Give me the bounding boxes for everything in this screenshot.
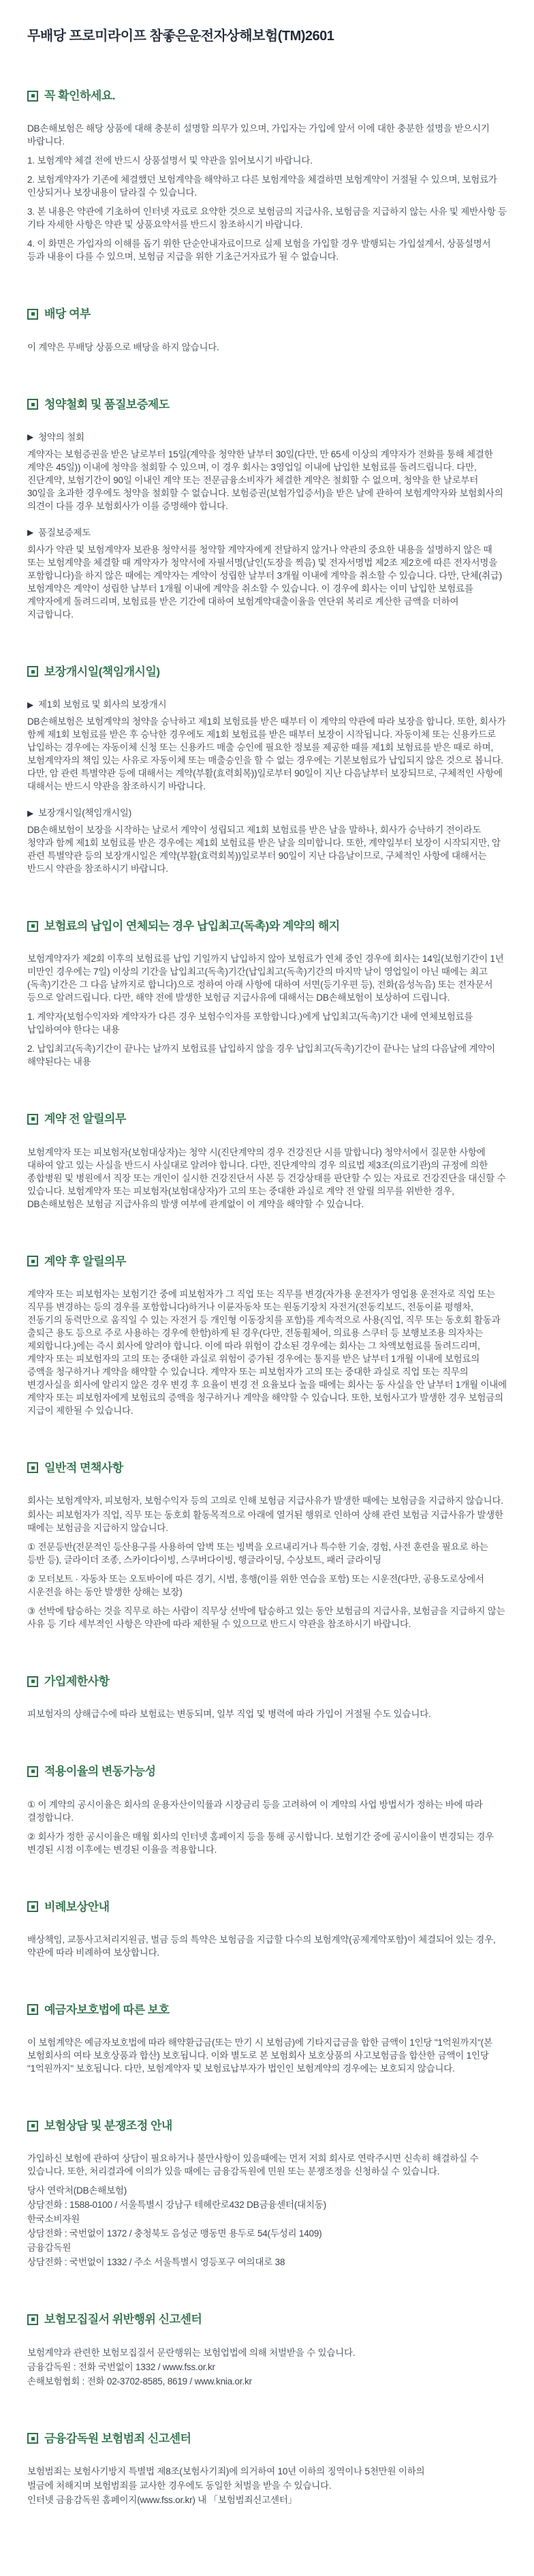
triangle-bullet-icon: ▶ — [27, 528, 34, 538]
section-heading — [27, 1112, 507, 1126]
contact-line: 손해보험협회 : 전화 02-3702-8585, 8619 / www.knia.or.kr — [27, 2376, 252, 2386]
numbered-item: ① 이 계약의 공시이율은 회사의 운용자산이익률과 시장금리 등을 고려하여 이 계약의 사업 방법서가 정하는 바에 따라 결정합니다. — [27, 1799, 483, 1823]
subsection-heading — [27, 698, 507, 711]
section-heading-text: 보험모집질서 위반행위 신고센터 — [44, 2313, 202, 2327]
numbered-item: ② 모터보트 · 자동차 또는 오토바이에 따른 경기, 시범, 흥행(이를 위한 연습을 포함) 또는 시운전(다만, 공용도로상에서 시운전을 하는 동안 발생한 상해는 보장) — [27, 1574, 484, 1597]
section-consultation-dispute — [27, 2119, 507, 2269]
numbered-item: 4. 이 화면은 가입자의 이해를 돕기 위한 단순안내자료이므로 실제 보험을 가입할 경우 발행되는 가입설계서, 상품설명서 등과 내용이 다를 수 있으며, 보험금 지급을 위한 기초근거자료가 될 수 없습니다. — [27, 239, 491, 262]
section-withdrawal-quality — [27, 397, 507, 621]
section-marker-icon — [27, 1462, 38, 1473]
paragraph: 가입하신 보험에 관하여 상담이 필요하거나 불만사항이 있을때에는 먼저 저희 회사로 연락주시면 신속히 해결하실 수 있습니다. 또한, 처리결과에 이의가 있을 때에는 금융감독원에 민원 또는 분쟁조정을 신청하실 수 있습니다. — [27, 2153, 479, 2177]
paragraph: 계약자 또는 피보험자는 보험기간 중에 피보험자가 그 직업 또는 직무를 변경(자가용 운전자가 영업용 운전자로 직업 또는 직무를 변경하는 등의 경우를 포함합니다)하거나 이륜자동차 또는 원동기장치 자전거(전동킥보드, 전동이륜 평행차, 전동기의 동력만으로 움직일 수 있는 자전거 등 개인형 이동장치를 포함)를 계속적으로 사용(직업, 직무 또는 동호회 활동과 출퇴근 용도 등으로 주로 사용하는 경우에 한함)하게 된 경우(다만, 전동휠체어, 의료용 스쿠터 등 보행보조용 의자차는 제외합니다.)에는 즉시 회사에 알려야 합니다. 이에 따라 위험이 감소된 경우에는 회사는 그 차액보험료를 돌려드리며, 계약자 또는 피보험자의 고의 또는 중대한 과실로 위험이 증가된 경우에는 통지를 받은 날부터 1개월 이내에 보험료의 증액을 청구하거나 계약을 해약할 수 있습니다. 계약자 또는 피보험자가 고의 또는 중대한 과실로 직업 또는 직무의 변경사실을 회사에 알리지 않은 경우 변경 후 요율이 변경 전 요율보다 높을 때에는 회사는 동 사실을 안 날부터 1개월 이내에 계약자 또는 피보험자에게 보험료의 증액을 청구하거나 계약을 해약할 수 있습니다. 또한, 보험사고가 발생한 경우 보험금의 지급이 제한될 수 있습니다. — [27, 1288, 507, 1416]
contact-line: 한국소비자원 — [27, 2214, 80, 2225]
section-heading-text: 가입제한사항 — [44, 1675, 110, 1688]
numbered-item: 2. 보험계약자가 기존에 체결했던 보험계약을 해약하고 다른 보험계약을 체결하면 보험계약이 거절될 수 있으며, 보험료가 인상되거나 보장내용이 달라질 수 있습니다. — [27, 175, 497, 198]
subsection-title: 제1회 보험료 및 회사의 보장개시 — [38, 699, 167, 710]
section-marker-icon — [27, 399, 38, 410]
section-heading-text: 보험료의 납입이 연체되는 경우 납입최고(독촉)와 계약의 해지 — [44, 920, 340, 933]
numbered-item: 3. 본 내용은 약관에 기초하여 인터넷 자료로 요약한 것으로 보험금의 지급사유, 보험금을 지급하지 않는 사유 및 제반사항 등 기타 자세한 사항은 약관 및 상품요약서를 반드시 참조하시기 바랍니다. — [27, 207, 507, 230]
paragraph: 회사는 피보험자가 직업, 직무 또는 동호회 활동목적으로 아래에 열거된 행위로 인하여 상해 관련 보험금 지급사유가 발생한 때에는 보험금을 지급하지 않습니다. — [27, 1510, 503, 1533]
section-heading-text: 적용이율의 변동가능성 — [44, 1765, 156, 1778]
numbered-item: 2. 납입최고(독촉)기간이 끝나는 날까지 보험료를 납입하지 않을 경우 납입최고(독촉)기간이 끝나는 날의 다음날에 계약이 해약된다는 내용 — [27, 1044, 496, 1067]
contact-line: 보험범죄는 보험사기방지 특별법 제8조(보험사기죄)에 의거하여 10년 이하의 징역이나 5천만원 이하의 — [27, 2466, 425, 2476]
section-marker-icon — [27, 1114, 38, 1125]
paragraph: 보험계약자가 제2회 이후의 보험료를 납입 기일까지 납입하지 않아 보험료가 연체 중인 경우에 회사는 14일(보험기간이 1년 미만인 경우에는 7일) 이상의 기간을 납입최고(독촉)기간(납입최고(독촉)기간의 마지막 날이 영업일이 아닌 때에는 최고(독촉)기간은 그 다음 날까지로 합니다)으로 정하여 아래 사항에 대하여 서면(등기우편 등), 전화(음성녹음) 또는 전자문서 등으로 알려드립니다. 다만, 해약 전에 발생한 보험금 지급사유에 대해서는 DB손해보험이 보상하여 드립니다. — [27, 954, 504, 1003]
section-heading-text: 금융감독원 보험범죄 신고센터 — [44, 2431, 191, 2445]
numbered-item: ① 전문등반(전문적인 등산용구를 사용하여 암벽 또는 빙벽을 오르내리거나 특수한 기술, 경험, 사전 훈련을 필요로 하는 등반 등), 글라이더 조종, 스카이다이빙, 스쿠버다이빙, 행글라이딩, 수상보트, 패러 글라이딩 — [27, 1542, 488, 1565]
section-coverage-start — [27, 665, 507, 875]
section-marker-icon — [27, 1256, 38, 1267]
paragraph: DB손해보험은 보험계약의 청약을 승낙하고 제1회 보험료를 받은 때부터 이 계약의 약관에 따라 보장을 합니다. 또한, 회사가 함께 제1회 보험료를 받은 후 승낙한 경우에도 제1회 보험료를 받은 때부터 보장이 시작됩니다. 자동이체 또는 신용카드로 납입하는 경우에는 자동이체 신청 또는 신용카드 매출 승인에 필요한 정보를 제공한 때를 제1회 보험료를 받은 때로 하며, 보험계약자의 책임 있는 사유로 자동이체 또는 매출승인을 할 수 없는 경우에는 기본보험료가 납입되지 않은 것으로 봅니다. 다만, 암 관련 특별약관 등에 대해서는 계약(부활(효력회복))일로부터 90일이 지난 다음날부터 보장되므로, 구체적인 사항에 대해서는 반드시 약관을 참조하시기 바랍니다. — [27, 716, 506, 791]
section-heading — [27, 1900, 507, 1914]
subsection-heading — [27, 806, 507, 819]
section-marker-icon — [27, 1766, 38, 1777]
section-heading — [27, 1254, 507, 1269]
section-dividend — [27, 307, 507, 353]
section-heading-text: 보장개시일(책임개시일) — [44, 665, 160, 678]
contact-line: 상담전화 : 국번없이 1372 / 충청북도 음성군 맹동면 용두로 54(두성리 1409) — [27, 2228, 322, 2239]
section-insurance-crime-report — [27, 2431, 507, 2506]
section-heading-text: 계약 후 알릴의무 — [44, 1254, 126, 1268]
section-heading-text: 비례보상안내 — [44, 1900, 110, 1913]
page-title: 무배당 프로미라이프 참좋은운전자상해보험(TM)2601 — [27, 29, 334, 44]
section-depositor-protection — [27, 2003, 507, 2075]
section-marker-icon — [27, 91, 38, 102]
section-marker-icon — [27, 2121, 38, 2132]
paragraph: 피보험자의 상해급수에 따라 보험료는 변동되며, 일부 직업 및 병력에 따라 가입이 거절될 수도 있습니다. — [27, 1709, 431, 1720]
numbered-item: ③ 선박에 탑승하는 것을 직무로 하는 사람이 직무상 선박에 탑승하고 있는 동안 보험금의 지급사유, 보험금을 지급하지 않는 사유 등 기타 세부적인 사항은 약관에 따라 제한될 수 있으므로 반드시 약관을 참조하시기 바랍니다. — [27, 1606, 505, 1629]
triangle-bullet-icon: ▶ — [27, 432, 34, 442]
contact-line: 금융감독원 — [27, 2243, 72, 2254]
section-proportional-compensation — [27, 1900, 507, 1959]
contact-line: 벌금에 처해지며 보험범죄를 교사한 경우에도 동일한 처벌을 받을 수 있습니다. — [27, 2480, 332, 2491]
contact-line: 상담전화 : 국번없이 1332 / 주소 서울특별시 영등포구 여의대로 38 — [27, 2257, 285, 2268]
section-heading-text: 청약철회 및 품질보증제도 — [44, 397, 170, 411]
section-enrollment-limits — [27, 1674, 507, 1721]
section-heading-text: 배당 여부 — [44, 307, 91, 321]
paragraph: 회사가 약관 및 보험계약자 보관용 청약서를 청약할 계약자에게 전달하지 않거나 약관의 중요한 내용을 설명하지 않은 때 또는 보험계약을 체결할 때 계약자가 청약서에 자필서명(날인(도장을 찍음) 및 전자서명법 제2조 제2호에 따른 전자서명을 포함합니다)을 하지 않은 때에는 계약자는 계약이 성립한 날부터 3개월 이내에 계약을 취소할 수 있습니다. 다만, 단체(취급)보험계약은 계약이 성립한 날부터 1개월 이내에 계약을 취소할 수 있습니다. 이 경우에 회사는 이미 납입한 보험료를 계약자에게 돌려드리며, 보험료를 받은 기간에 대하여 보험계약대출이율을 연단위 복리로 계산한 금액을 더하여 지급합니다. — [27, 544, 502, 620]
section-marker-icon — [27, 1676, 38, 1687]
paragraph: 회사는 보험계약자, 피보험자, 보험수익자 등의 고의로 인해 보험금 지급사유가 발생한 때에는 보험금을 지급하지 않습니다. — [27, 1496, 503, 1506]
section-heading-text: 계약 전 알릴의무 — [44, 1112, 126, 1126]
paragraph: 보험계약자 또는 피보험자(보험대상자)는 청약 시(진단계약의 경우 건강진단 시를 말합니다) 청약서에서 질문한 사항에 대하여 알고 있는 사실을 반드시 사실대로 알려야 합니다. 다만, 진단계약의 경우 의료법 제3조(의료기관)의 규정에 의한 종합병원 및 병원에서 직장 또는 개인이 실시한 건강진단서 사본 등 건강상태를 판단할 수 있는 자료로 건강진단을 대신할 수 있습니다. 보험계약자 또는 피보험자(보험대상자)가 고의 또는 중대한 과실로 계약 전 알릴 의무를 위반한 경우, DB손해보험은 보험금 지급사유의 발생 여부에 관계없이 이 계약을 해약할 수 있습니다. — [27, 1147, 506, 1209]
paragraph: DB손해보험은 해당 상품에 대해 충분히 설명할 의무가 있으며, 가입자는 가입에 앞서 이에 대한 충분한 설명을 받으시기 바랍니다. — [27, 123, 490, 147]
section-heading — [27, 665, 507, 679]
numbered-item: ② 회사가 정한 공시이율은 매월 회사의 인터넷 홈페이지 등을 통해 공시합니다. 보험기간 중에 공시이율이 변경되는 경우 변경된 시점 이후에는 변경된 이율을 적용합니다. — [27, 1831, 494, 1855]
subsection-heading — [27, 431, 507, 444]
paragraph: 이 계약은 무배당 상품으로 배당을 하지 않습니다. — [27, 342, 219, 352]
section-marker-icon — [27, 309, 38, 320]
numbered-item: 1. 보험계약 체결 전에 반드시 상품설명서 및 약관을 읽어보시기 바랍니다. — [27, 155, 313, 166]
section-marker-icon — [27, 666, 38, 677]
contact-line: 금융감독원 : 전화 국번없이 1332 / www.fss.or.kr — [27, 2361, 215, 2372]
section-overdue-premium — [27, 919, 507, 1068]
section-check-notice — [27, 89, 507, 263]
subsection-heading — [27, 526, 507, 539]
contact-line: 인터넷 금융감독원 홈페이지(www.fss.or.kr) 내 「보험범죄신고센터」 — [27, 2494, 297, 2505]
subsection-title: 청약의 철회 — [38, 431, 84, 442]
section-solicitation-violation-report — [27, 2312, 507, 2387]
paragraph: 계약자는 보험증권을 받은 날로부터 15일(계약을 청약한 날부터 30일(다만, 만 65세 이상의 계약자가 전화를 통해 체결한 계약은 45일)) 이내에 청약을 철회할 수 있으며, 이 경우 회사는 3영업일 이내에 납입한 보험료를 돌려드립니다. 다만, 진단계약, 보험기간이 90일 이내인 계약 또는 전문금융소비자가 체결한 계약은 철회할 수 없으며, 청약을 한 날로부터 30일을 초과한 경우에도 청약을 철회할 수 없습니다. 보험증권(보험가입증서)을 받은 날에 관하여 보험계약자와 보험회사의 의견이 다를 경우 보험회사가 이를 증명해야 합니다. — [27, 449, 503, 511]
paragraph: 배상책임, 교통사고처리지원금, 벌금 등의 특약은 보험금을 지급할 다수의 보험계약(공제계약포함)이 체결되어 있는 경우, 약관에 따라 비례하여 보상합니다. — [27, 1934, 496, 1958]
section-pre-contract-duty — [27, 1112, 507, 1210]
section-marker-icon — [27, 2433, 38, 2444]
section-rate-variability — [27, 1764, 507, 1855]
triangle-bullet-icon: ▶ — [27, 808, 34, 818]
section-heading — [27, 89, 507, 103]
section-heading — [27, 2431, 507, 2446]
section-heading — [27, 1674, 507, 1688]
section-marker-icon — [27, 1901, 38, 1912]
section-post-contract-duty — [27, 1254, 507, 1417]
section-heading-text: 일반적 면책사항 — [44, 1461, 123, 1474]
section-heading — [27, 1461, 507, 1475]
subsection-title: 보장개시일(책임개시일) — [38, 808, 132, 818]
section-general-exemptions — [27, 1461, 507, 1631]
contact-line: 보험계약과 관련한 보험모집질서 문란행위는 보험업법에 의해 처벌받을 수 있습니다. — [27, 2347, 356, 2358]
section-marker-icon — [27, 921, 38, 932]
section-heading — [27, 2119, 507, 2133]
section-heading — [27, 2003, 507, 2017]
paragraph: 이 보험계약은 예금자보호법에 따라 해약환급금(또는 만기 시 보험금)에 기타지급금을 합한 금액이 1인당 "1억원까지"(본 보험회사의 여타 보호상품과 합산) 보호됩니다. 이와 별도로 본 보험회사 보호상품의 사고보험금을 합산한 금액이 1인당 "1억원까지" 보호됩니다. 다만, 보험계약자 및 보험료납부자가 법인인 보험계약의 경우에는 보호되지 않습니다. — [27, 2037, 492, 2074]
contact-line: 당사 연락처(DB손해보험) — [27, 2185, 127, 2196]
section-heading — [27, 1764, 507, 1778]
triangle-bullet-icon: ▶ — [27, 699, 34, 710]
section-heading — [27, 397, 507, 412]
section-heading-text: 꼭 확인하세요. — [44, 89, 115, 102]
contact-line: 상담전화 : 1588-0100 / 서울특별시 강남구 테헤란로432 DB금융센터(대치동) — [27, 2200, 326, 2211]
section-heading — [27, 2312, 507, 2327]
section-heading — [27, 307, 507, 321]
subsection-title: 품질보증제도 — [38, 527, 91, 538]
section-marker-icon — [27, 2314, 38, 2325]
section-heading-text: 보험상담 및 분쟁조정 안내 — [44, 2119, 172, 2132]
paragraph: DB손해보험이 보장을 시작하는 날로서 계약이 성립되고 제1회 보험료를 받은 날을 말하나, 회사가 승낙하기 전이라도 청약과 함께 제1회 보험료를 받은 경우에는 제1회 보험료를 받은 날을 의미합니다. 또한, 계약일부터 보장이 시작되지만, 암 관련 특별약관 등의 보장개시일은 계약(부활(효력회복))일로부터 90일이 지난 다음날이므로, 구체적인 사항에 대해서는 반드시 약관을 참조하시기 바랍니다. — [27, 825, 501, 874]
numbered-item: 1. 계약자(보험수익자와 계약자가 다른 경우 보험수익자를 포함합니다.)에게 납입최고(독촉)기간 내에 연체보험료를 납입하여야 한다는 내용 — [27, 1012, 473, 1035]
section-heading — [27, 919, 507, 933]
section-marker-icon — [27, 2004, 38, 2015]
section-heading-text: 예금자보호법에 따른 보호 — [44, 2003, 170, 2016]
